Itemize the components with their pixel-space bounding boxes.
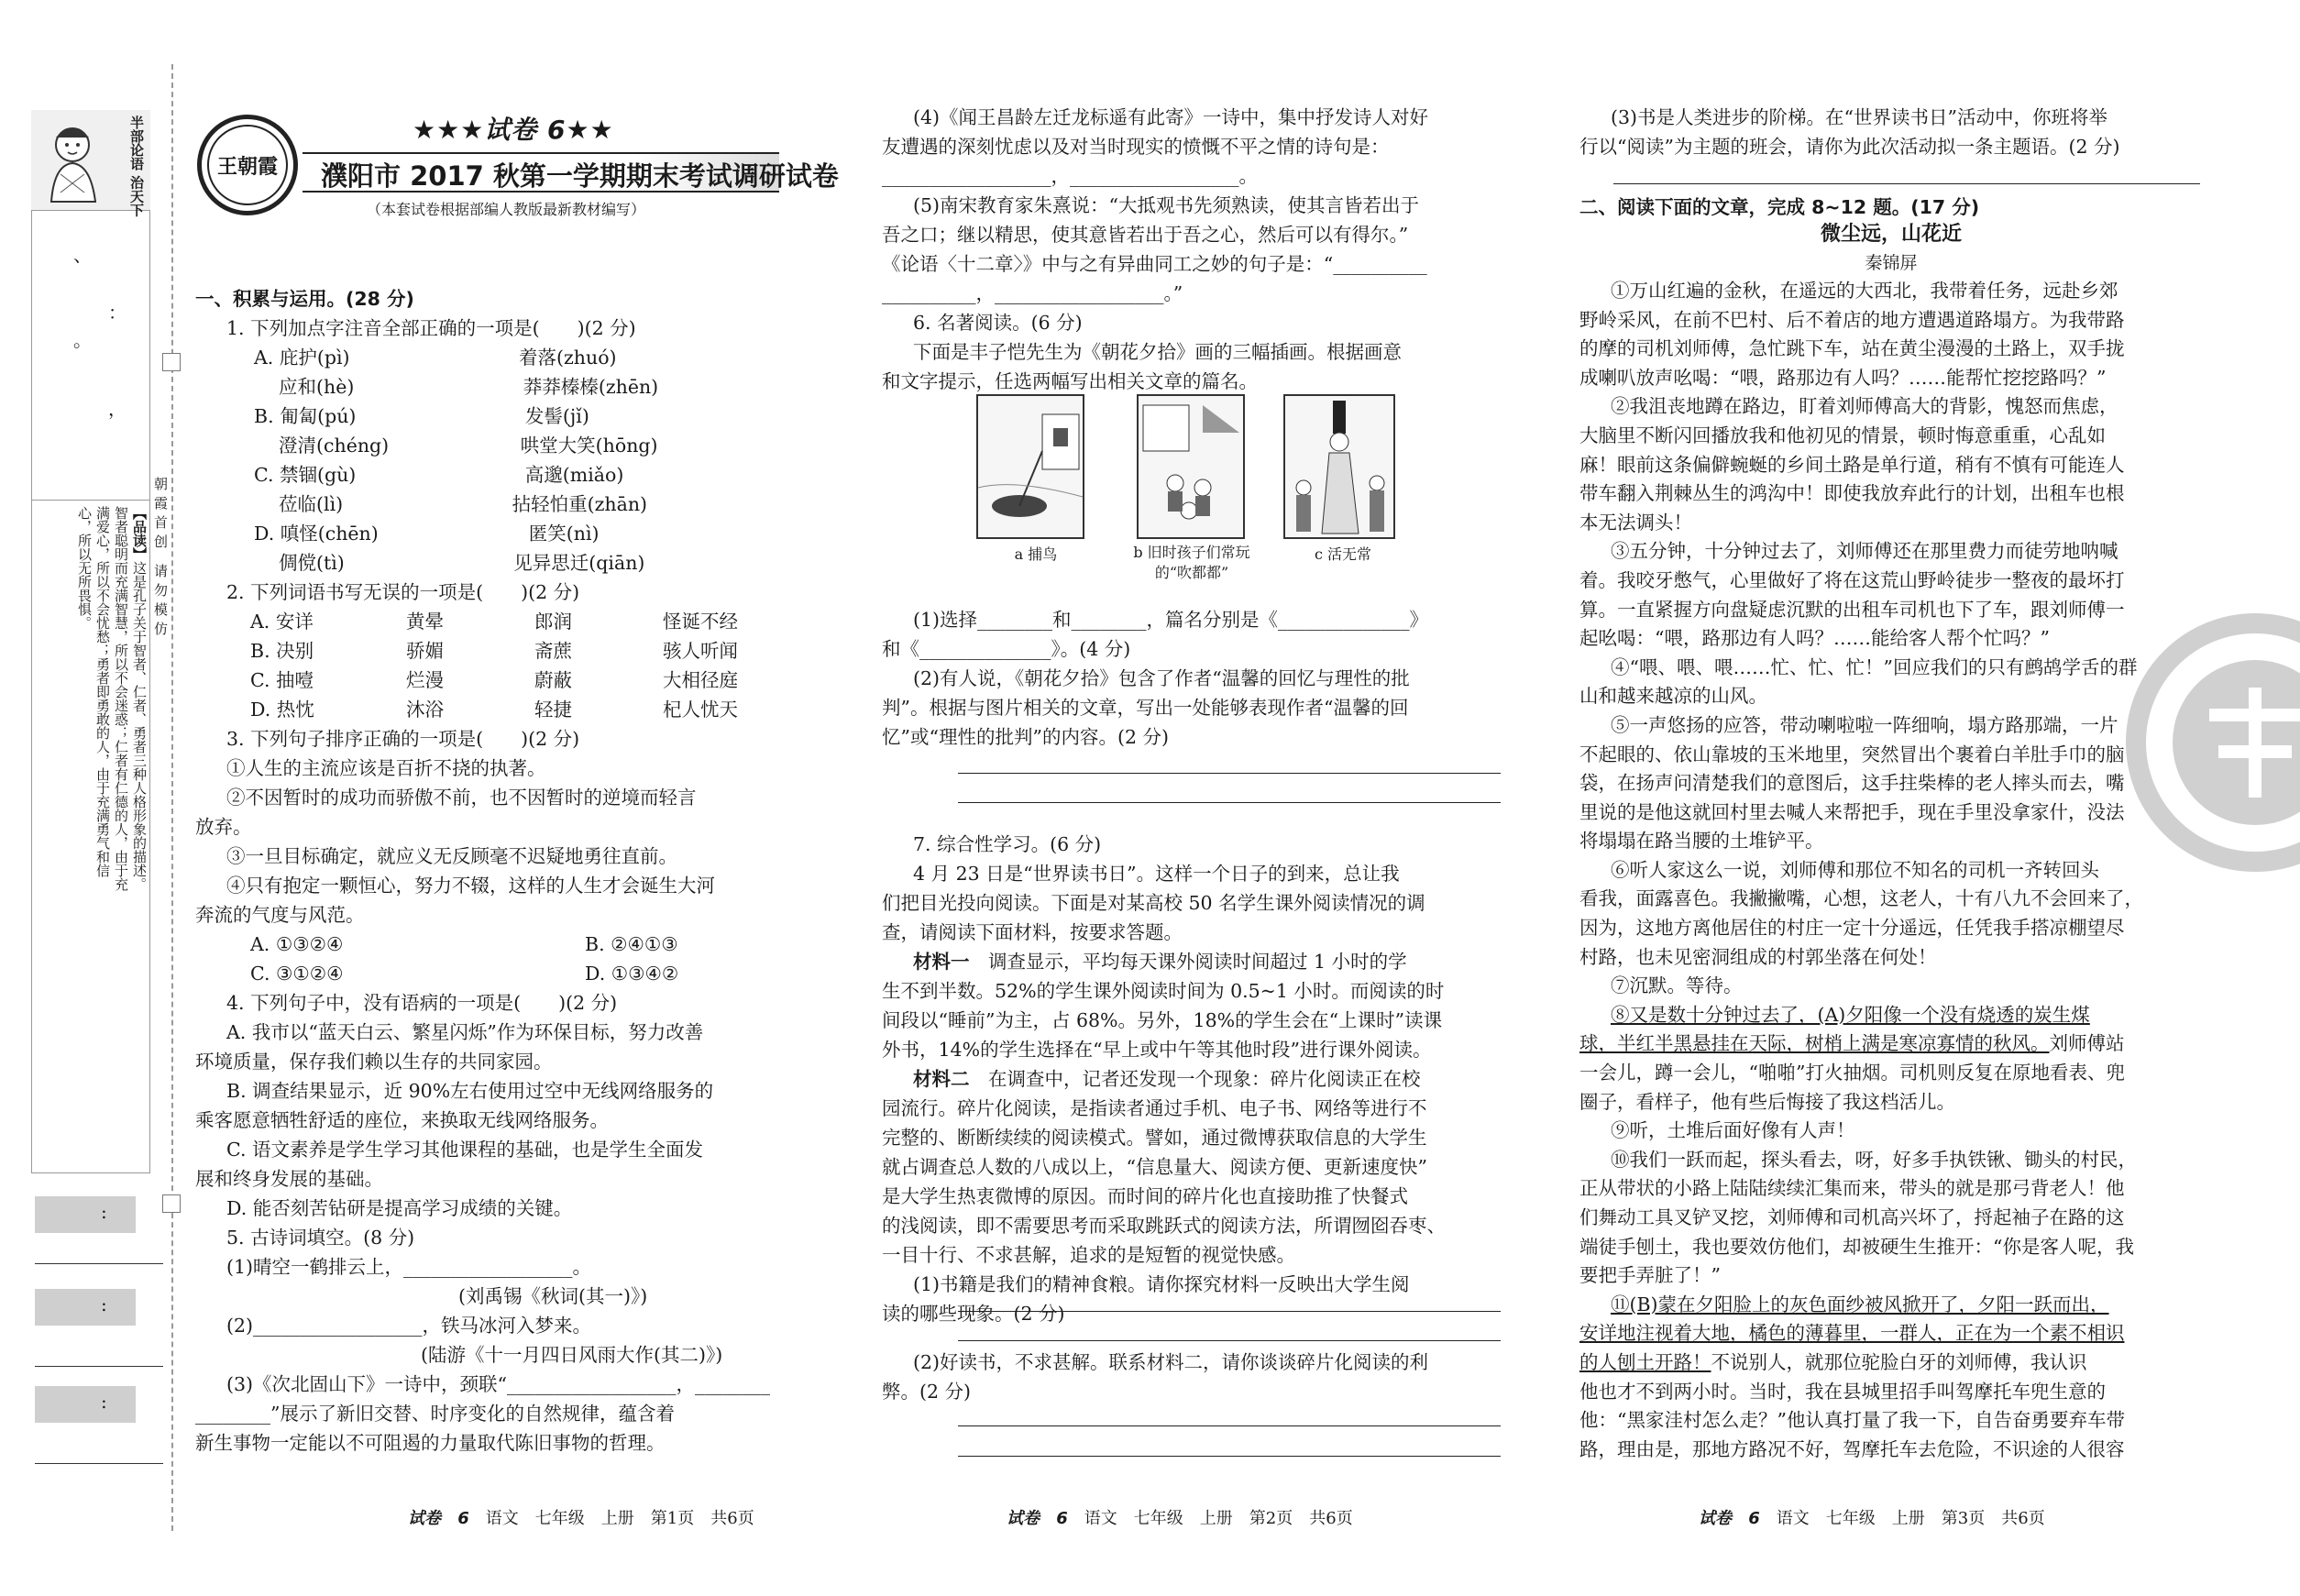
option-cell: B. 决别: [250, 640, 314, 662]
option-row: [195, 930, 814, 959]
page-2-q7b: [882, 1348, 1505, 1406]
text-line: ⑤一声悠扬的应答，带动喇啦啦一阵细响，塌方路那端，一片: [1611, 713, 2118, 736]
text-line: 放弃。: [195, 816, 252, 838]
binding-line: [171, 64, 173, 1531]
text-line: 端徒手刨土，我也要效仿他们，却被硬生生推开：“你是客人呢，我: [1579, 1235, 2134, 1258]
text-line: __________________，__________________。: [882, 165, 1258, 187]
article-body: [1579, 277, 2203, 1464]
text-line: 的浅阅读，即不需要思考而采取跳跃式的阅读方法，所谓囫囵吞枣、: [882, 1215, 1446, 1237]
option-cell: 郎润: [534, 611, 572, 633]
text-line: ⑦沉默。等待。: [1611, 974, 1743, 997]
option-cell: 骇人听闻: [663, 640, 738, 662]
text-line: 的人刨土开路！不说别人，就那位驼脸白牙的刘师傅，我认识: [1579, 1350, 2087, 1373]
text-line: 忆”或“理性的批判”的内容。(2 分): [882, 726, 1169, 748]
margin-dot: ：: [108, 302, 127, 324]
text-line: ①万山红遍的金秋，在遥远的大西北，我带着任务，远赴乡郊: [1611, 280, 2118, 302]
text-line: B. 匍匐(pú) 发髻(jǐ): [254, 405, 589, 427]
text-line: ________”展示了新旧交替、时序变化的自然规律，蕴含着: [195, 1403, 675, 1425]
text-line: A. 庇护(pì) 着落(zhuó): [254, 347, 617, 369]
confucius-logo: [31, 110, 150, 217]
text-line: 澄清(chéng) 哄堂大笑(hōng): [254, 435, 658, 457]
text-line: 山和越来越凉的山风。: [1579, 685, 1767, 708]
field-underline: [35, 1463, 163, 1464]
text-line: 球，半红半黑悬挂在天际，树梢上满是寒凉寡情的秋风。刘师傅站: [1579, 1032, 2125, 1055]
text-line: 判”。根据与图片相关的文章，写出一处能够表现作者“温馨的回: [882, 697, 1409, 719]
text-line: B. 调查结果显示，近 90%左右使用过空中无线网络服务的: [226, 1080, 714, 1102]
footer-text: 语文 七年级 上册 第2页 共6页: [1084, 1509, 1353, 1528]
text-line: 安详地注视着大地，橘色的薄暮里，一群人，正在为一个素不相识: [1579, 1322, 2125, 1345]
text-line: 一会儿，蹲一会儿，“啪啪”打火抽烟。司机则反复在原地看表、兜: [1579, 1062, 2125, 1084]
text-line: 4 月 23 日是“世界读书日”。这样一个日子的到来，总让我: [913, 863, 1400, 885]
page-subtitle: （本套试卷根据部编人教版最新教材编写）: [367, 201, 646, 218]
bird-trap-icon: [978, 396, 1083, 537]
text-line: 生不到半数。52%的学生课外阅读时间为 0.5~1 小时。而阅读的时: [882, 980, 1445, 1002]
text-line: (3)书是人类进步的阶梯。在“世界读书日”活动中，你班将举: [1611, 106, 2107, 128]
text-line: 村路，也未见密洞组成的村郭坐落在何处！: [1579, 945, 1937, 968]
text-line: 倜傥(tì) 见异思迁(qiān): [254, 552, 645, 574]
option-cell: 烂漫: [406, 669, 444, 691]
margin-dot: 。: [73, 329, 92, 351]
option-cell: 杞人忧天: [663, 699, 738, 721]
option-row: [195, 636, 814, 666]
copyright-notice: 朝霞首创 请勿模仿: [152, 477, 169, 641]
field-box-name[interactable]: [35, 1289, 136, 1326]
text-line: C. 禁锢(gù) 高邈(miǎo): [254, 464, 624, 486]
text-line: 起吆喝：“喂，路那边有人吗？……能给客人帮个忙吗？”: [1579, 627, 2050, 650]
binding-hole-top: [162, 353, 181, 371]
illustration-c-caption: c 活无常: [1314, 545, 1372, 563]
margin-dot: 、: [73, 244, 92, 266]
answer-line: [958, 773, 1501, 774]
text-line: (1)书籍是我们的精神食粮。请你探究材料一反映出大学生阅: [913, 1273, 1410, 1295]
text-line: (2)__________________，铁马冰河入梦来。: [226, 1315, 592, 1337]
text-line: 莅临(lì) 拈轻怕重(zhān): [254, 493, 648, 515]
text-line: C. 语文素养是学生学习其他课程的基础，也是学生全面发: [226, 1139, 703, 1161]
text-line: 5. 古诗词填空。(8 分): [226, 1227, 415, 1249]
option-row: [195, 959, 814, 988]
field-underline: [35, 1366, 163, 1367]
text-line: 野岭采风，在前不巴村、后不着店的地方遭遇道路塌方。为我带路: [1579, 308, 2125, 331]
text-line: 查，请阅读下面材料，按要求答题。: [882, 921, 1183, 943]
text-line: (4)《闻王昌龄左迁龙标遥有此寄》一诗中，集中抒发诗人对好: [913, 106, 1429, 128]
pindu-body: 这是孔子关于智者、仁者、勇者三种人格形象的描述。智者聪明而充满智慧，所以不会迷惑；仁者有仁德的人，由于充满爱心，所以不会忧愁；勇者即勇敢的人，由于充满勇气和信心，所以无所畏惧。: [76, 506, 148, 891]
text-line: 正从带状的小路上陆陆续续汇集而来，带头的就是那弓背老人！他: [1579, 1177, 2125, 1200]
text-line: 带车翻入荆棘丛生的鸿沟中！即使我放弃此行的计划，出租车也根: [1579, 482, 2125, 505]
page-footer-2: [1007, 1505, 1353, 1529]
text-line: D. 嗔怪(chēn) 匿笑(nì): [254, 523, 600, 545]
illustration-c: [1283, 394, 1395, 539]
page-2-top: [882, 103, 1505, 396]
text-line: 的摩的司机刘师傅，急忙跳下车，站在黄尘漫漫的土路上，双手拢: [1579, 337, 2125, 360]
option-cell: 大相径庭: [663, 669, 738, 691]
text-line: 4. 下列句子中，没有语病的一项是( )(2 分): [226, 992, 618, 1014]
footer-paper: 试卷 6: [1699, 1509, 1760, 1528]
text-line: 完整的、断断续续的阅读模式。譬如，通过微博获取信息的大学生: [882, 1127, 1427, 1149]
page-title: 濮阳市 2017 秋第一学期期末考试调研试卷: [321, 160, 839, 192]
text-line: (2)好读书，不求甚解。联系材料二，请你谈谈碎片化阅读的利: [913, 1351, 1429, 1373]
text-line: 算。一直紧握方向盘疑虑沉默的出租车司机也下了车，跟刘师傅一: [1579, 598, 2125, 621]
text-line: 他也才不到两小时。当时，我在县城里招手叫驾摩托车兜生意的: [1579, 1380, 2106, 1403]
text-line: 们把目光投向阅读。下面是对某高校 50 名学生课外阅读情况的调: [882, 892, 1425, 914]
text-line: 外书，14%的学生选择在“早上或中午等其他时段”进行课外阅读。: [882, 1039, 1432, 1061]
margin-dot: ，: [108, 398, 127, 420]
text-line: 麻！眼前这条偏僻蜿蜒的乡间土路是单行道，稍有不慎有可能连人: [1579, 453, 2125, 476]
text-line: ①人生的主流应该是百折不挠的执著。: [226, 757, 546, 779]
children-playing-icon: [1139, 396, 1243, 537]
text-line: (陆游《十一月四日风雨大作(其二)》): [195, 1344, 723, 1366]
field-colon: :: [101, 1391, 107, 1413]
text-line: 奔流的气度与风范。: [195, 904, 365, 926]
footer-paper: 试卷 6: [408, 1509, 469, 1528]
text-line: 材料一 调查显示，平均每天课外阅读时间超过 1 小时的学: [913, 951, 1407, 973]
text-line: 园流行。碎片化阅读，是指读者通过手机、电子书、网络等进行不: [882, 1097, 1427, 1119]
text-line: 路，理由是，那地方路况不好，驾摩托车去危险，不识途的人很容: [1579, 1437, 2125, 1460]
text-line: 和《______________》。(4 分): [882, 638, 1131, 660]
text-line: 新生事物一定能以不可阻遏的力量取代陈旧事物的哲理。: [195, 1432, 666, 1454]
text-line: 着。我咬牙憋气，心里做好了将在这荒山野岭徒步一整夜的最坏打: [1579, 568, 2125, 591]
text-line: 一目十行、不求甚解，追求的是短暂的视觉快感。: [882, 1244, 1295, 1266]
option-cell: C. ③①②④: [250, 963, 344, 985]
text-line: 是大学生热衷微博的原因。而时间的碎片化也直接助推了快餐式: [882, 1185, 1408, 1207]
section-heading: 一、积累与运用。(28 分): [195, 288, 414, 310]
option-cell: 斋蔗: [534, 640, 572, 662]
option-cell: A. ①③②④: [250, 933, 344, 955]
text-line: ②不因暂时的成功而骄傲不前，也不因暂时的逆境而轻言: [226, 787, 697, 809]
answer-line: [958, 1425, 1501, 1426]
option-cell: B. ②④①③: [585, 933, 678, 955]
illustration-row: [976, 394, 1453, 581]
exam-header: [193, 101, 839, 238]
footer-paper: 试卷 6: [1007, 1509, 1068, 1528]
text-line: A. 我市以“蓝天白云、繁星闪烁”作为环保目标，努力改善: [226, 1021, 704, 1043]
page-3-top: [1579, 103, 2203, 161]
answer-line: [958, 1311, 1501, 1312]
text-line: 间段以“睡前”为主，占 68%。另外，18%的学生会在“上课时”读课: [882, 1009, 1443, 1031]
illustration-a: [976, 394, 1084, 539]
illustration-a-caption: a 捕鸟: [1014, 545, 1058, 563]
text-line: (2)有人说，《朝花夕拾》包含了作者“温馨的回忆与理性的批: [913, 667, 1410, 689]
text-line: 3. 下列句子排序正确的一项是( )(2 分): [226, 728, 580, 750]
paper-badge: ★★★试卷 6★★: [413, 115, 614, 145]
section-two-heading: 二、阅读下面的文章，完成 8~12 题。(17 分): [1579, 196, 1980, 218]
option-cell: C. 抽噎: [250, 669, 314, 691]
option-cell: 蔚蔽: [534, 669, 572, 691]
text-line: 2. 下列词语书写无误的一项是( )(2 分): [226, 581, 580, 603]
page-1-column: [195, 284, 814, 1458]
text-line: 6. 名著阅读。(6 分): [913, 312, 1083, 334]
text-line: 和文字提示，任选两幅写出相关文章的篇名。: [882, 370, 1258, 392]
option-cell: 黄晕: [406, 611, 444, 633]
text-line: ⑪(B)蒙在夕阳脸上的灰色面纱被风掀开了，夕阳一跃而出，: [1611, 1293, 2109, 1315]
text-line: 读的哪些现象。(2 分): [882, 1303, 1065, 1325]
text-line: 友遭遇的深刻忧虑以及对当时现实的愤慨不平之情的诗句是：: [882, 136, 1390, 158]
illustration-b: [1137, 394, 1245, 539]
text-line: (5)南宋教育家朱熹说：“大抵观书先须熟读，使其言皆若出于: [913, 194, 1420, 216]
text-line: ⑨听，土堆后面好像有人声！: [1611, 1119, 1855, 1142]
text-line: ⑩我们一跃而起，探头看去，呀，好多手执铁锹、锄头的村民，: [1611, 1148, 2137, 1171]
text-line: (1)晴空一鹤排云上，__________________。: [226, 1256, 592, 1278]
pindu-heading: 【品读】: [131, 506, 148, 561]
option-cell: A. 安详: [250, 611, 314, 633]
text-line: 《论语〈十二章〉》中与之有异曲同工之妙的句子是：“__________: [882, 253, 1427, 275]
field-box-class[interactable]: [35, 1196, 136, 1233]
text-line: 成喇叭放声吆喝：“喂，路那边有人吗？……能帮忙挖挖路吗？”: [1579, 366, 2107, 389]
option-cell: D. ①③④②: [585, 963, 679, 985]
option-row: [195, 695, 814, 724]
text-line: ③一旦目标确定，就应义无反顾毫不迟疑地勇往直前。: [226, 845, 677, 867]
text-line: __________，__________________。”: [882, 282, 1183, 304]
text-line: 圈子，看样子，他有些后悔接了我这档活儿。: [1579, 1090, 1955, 1113]
field-colon: :: [101, 1201, 107, 1223]
text-line: 乘客愿意牺牲舒适的座位，来换取无线网络服务。: [195, 1109, 609, 1131]
text-line: ⑥听人家这么一说，刘师傅和那位不知名的司机一齐转回头: [1611, 858, 2099, 881]
illustration-b-caption: b 旧时孩子们常玩的“吹都都”: [1133, 544, 1250, 581]
footer-text: 语文 七年级 上册 第3页 共6页: [1776, 1509, 2045, 1528]
option-cell: 怪诞不经: [663, 611, 738, 633]
text-line: ②我沮丧地蹲在路边，盯着刘师傅高大的背影，愧怒而焦虑，: [1611, 395, 2118, 418]
field-box-number[interactable]: [35, 1386, 136, 1423]
answer-line: [958, 802, 1501, 803]
text-line: 材料二 在调查中，记者还发现一个现象：碎片化阅读正在校: [913, 1068, 1421, 1090]
text-line: (3)《次北固山下》一诗中，颈联“__________________，________: [226, 1373, 771, 1395]
text-line: 应和(hè) 莽莽榛榛(zhēn): [254, 376, 659, 398]
article-author: 秦锦屏: [1865, 253, 1918, 273]
text-line: 们舞动工具叉铲叉挖，刘师傅和司机高兴坏了，捋起袖子在路的这: [1579, 1206, 2125, 1228]
text-line: 下面是丰子恺先生为《朝花夕拾》画的三幅插画。根据画意: [913, 341, 1402, 363]
text-line: 本无法调头！: [1579, 511, 1692, 534]
text-line: (1)选择________和________，篇名分别是《______________》: [913, 609, 1429, 631]
page-footer-3: [1699, 1505, 2045, 1529]
text-line: 将塌塌在路当腰的土堆铲平。: [1579, 830, 1824, 853]
option-cell: 沐浴: [406, 699, 444, 721]
text-line: 弊。(2 分): [882, 1381, 972, 1403]
option-cell: 轻捷: [534, 699, 572, 721]
text-line: 不起眼的、依山靠坡的玉米地里，突然冒出个裹着白羊肚手巾的脑: [1579, 743, 2125, 765]
page-2-mid: [882, 605, 1505, 752]
text-line: 里说的是他这就回村里去喊人来帮把手，现在手里没拿家什，没法: [1579, 800, 2125, 823]
text-line: (刘禹锡《秋词(其一)》): [195, 1285, 648, 1307]
text-line: 环境质量，保存我们赖以生存的共同家园。: [195, 1051, 553, 1073]
text-line: ③五分钟，十分钟过去了，刘师傅还在那里费力而徒劳地呐喊: [1611, 540, 2118, 563]
text-line: 大脑里不断闪回播放我和他初见的情景，顿时悔意重重，心乱如: [1579, 424, 2106, 446]
text-line: D. 能否刻苦钻研是提高学习成绩的关键。: [226, 1197, 573, 1219]
pindu-text: [29, 506, 149, 900]
text-line: ④只有抱定一颗恒心，努力不辍，这样的人生才会诞生大河: [226, 875, 715, 897]
option-row: [195, 607, 814, 636]
text-line: 因为，这地方离他居住的村庄一定十分遥远，任凭我手搭凉棚望尽: [1579, 917, 2125, 940]
binding-hole-bottom: [162, 1194, 181, 1213]
text-line: 吾之口；继以精思，使其意皆若出于吾之心，然后可以有得尔。”: [882, 224, 1409, 246]
footer-text: 语文 七年级 上册 第1页 共6页: [485, 1509, 754, 1528]
brand-seal: [197, 115, 298, 215]
text-line: 7. 综合性学习。(6 分): [913, 833, 1102, 855]
answer-line: [958, 1340, 1501, 1341]
field-underline: [35, 1263, 163, 1264]
text-line: 要把手弄脏了！”: [1579, 1264, 1721, 1287]
page-2-q7: [882, 830, 1505, 1328]
option-cell: D. 热忱: [250, 699, 314, 721]
text-line: 展和终身发展的基础。: [195, 1168, 383, 1190]
option-row: [195, 666, 814, 695]
article-title: 微尘远，山花近: [1820, 223, 1962, 246]
text-line: 就占调查总人数的八成以上，“信息量大、阅读方便、更新速度快”: [882, 1156, 1427, 1178]
page-footer-1: [408, 1505, 754, 1529]
answer-line: [958, 1456, 1501, 1457]
field-colon: :: [101, 1293, 107, 1315]
margin-divider: [31, 500, 150, 501]
text-line: 行以“阅读”为主题的班会，请你为此次活动拟一条主题语。(2 分): [1579, 136, 2120, 158]
text-line: ⑧又是数十分钟过去了，(A)夕阳像一个没有烧透的炭生煤: [1611, 1003, 2090, 1026]
option-cell: 骄媚: [406, 640, 444, 662]
text-line: ④“喂、喂、喂……忙、忙、忙！”回应我们的只有鹧鸪学舌的群: [1611, 655, 2138, 678]
text-line: 袋，在扬声问清楚我们的意图后，这手拄柴棒的老人摔头而去，嘴: [1579, 772, 2125, 795]
brand-name: 王朝霞: [207, 125, 288, 205]
text-line: 1. 下列加点字注音全部正确的一项是( )(2 分): [226, 317, 636, 339]
answer-line: [1613, 183, 2200, 184]
text-line: 他：“黑家洼村怎么走？”他认真打量了我一下，自告奋勇要弃车带: [1579, 1409, 2125, 1432]
logo-motto: 半部论语 治天下: [128, 116, 145, 217]
margin-strip: [0, 0, 174, 1596]
wuchang-ghost-icon: [1285, 396, 1393, 537]
text-line: 看我，面露喜色。我撇撇嘴，心想，这老人，十有八九不会回来了，: [1579, 887, 2143, 910]
